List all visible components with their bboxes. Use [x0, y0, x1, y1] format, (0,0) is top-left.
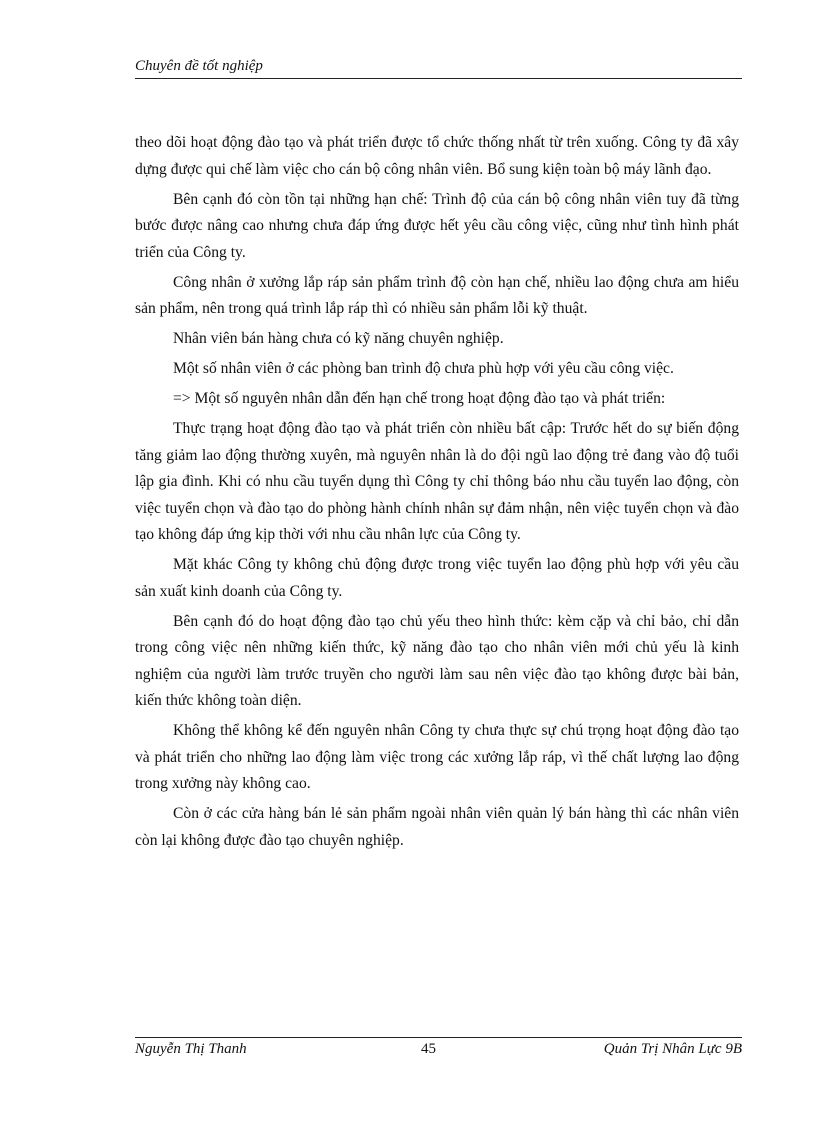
paragraph: Một số nhân viên ở các phòng ban trình độ chưa phù hợp với yêu cầu công việc. [173, 360, 674, 377]
document-body [135, 130, 739, 858]
header-title: Chuyên đề tốt nghiệp [135, 58, 263, 74]
page-number: 45 [421, 1041, 436, 1057]
page-header [135, 56, 742, 79]
paragraph: Công nhân ở xưởng lắp ráp sản phẩm trình độ còn hạn chế, nhiều lao động chưa am hiểu sản phẩm, nên trong quá trình lắp ráp thì có nhiều sản phẩm lỗi kỹ thuật. [135, 273, 739, 317]
paragraph: theo dõi hoạt động đào tạo và phát triển được tổ chức thống nhất từ trên xuống. Công ty đã xây dựng được qui chế làm việc cho cán bộ công nhân viên. Bổ sung kiện toàn bộ máy lãnh đạo. [135, 134, 739, 178]
paragraph: Thực trạng hoạt động đào tạo và phát triển còn nhiều bất cập: Trước hết do sự biến động tăng giảm lao động thường xuyên, mà nguyên nhân là do đội ngũ lao động trẻ đang vào độ tuổi lập gia đình. Khi có nhu cầu tuyển dụng thì Công ty chỉ thông báo nhu cầu tuyển lao động, còn việc tuyển chọn và đào tạo do phòng hành chính nhân sự đảm nhận, nên việc tuyển chọn và đào tạo không đáp ứng kịp thời với nhu cầu nhân lực của Công ty. [135, 420, 739, 543]
paragraph: Nhân viên bán hàng chưa có kỹ năng chuyên nghiệp. [173, 330, 504, 347]
paragraph: Không thể không kể đến nguyên nhân Công ty chưa thực sự chú trọng hoạt động đào tạo và phát triển cho những lao động làm việc trong các xưởng lắp ráp, vì thế chất lượng lao động trong xưởng này không cao. [135, 722, 739, 792]
paragraph: Mặt khác Công ty không chủ động được trong việc tuyển lao động phù hợp với yêu cầu sản xuất kinh doanh của Công ty. [135, 556, 739, 600]
page-footer [135, 1037, 742, 1057]
paragraph: Bên cạnh đó còn tồn tại những hạn chế: Trình độ của cán bộ công nhân viên tuy đã từng bước được nâng cao nhưng chưa đáp ứng được hết yêu cầu công việc, cũng như tình hình phát triển của Công ty. [135, 190, 739, 261]
paragraph: => Một số nguyên nhân dẫn đến hạn chế trong hoạt động đào tạo và phát triển: [173, 390, 666, 407]
paragraph: Bên cạnh đó do hoạt động đào tạo chủ yếu theo hình thức: kèm cặp và chỉ bảo, chỉ dẫn trong công việc nên những kiến thức, kỹ năng đào tạo cho nhân viên mới chủ yếu là kinh nghiệm của người làm trước truyền cho người làm sau nên việc đào tạo không được bài bản, kiến thức không toàn diện. [135, 612, 739, 709]
footer-author: Nguyễn Thị Thanh [135, 1041, 247, 1057]
footer-class: Quản Trị Nhân Lực 9B [603, 1041, 742, 1057]
paragraph: Còn ở các cửa hàng bán lẻ sản phẩm ngoài nhân viên quản lý bán hàng thì các nhân viên còn lại không được đào tạo chuyên nghiệp. [135, 805, 739, 849]
